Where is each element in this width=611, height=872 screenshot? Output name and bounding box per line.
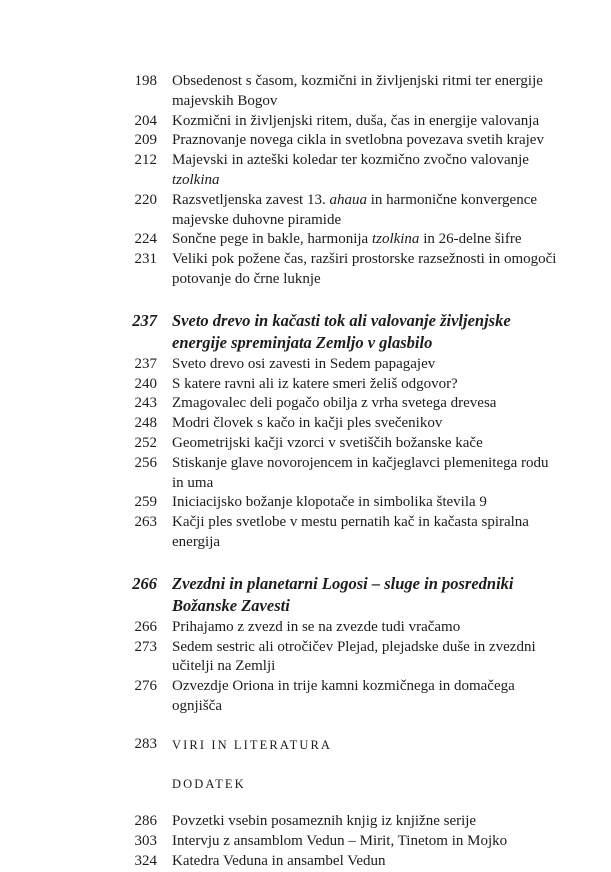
toc-page-number: 237 [134, 355, 157, 372]
toc-row [110, 72, 570, 112]
toc-entry-text: Zmagovalec deli pogačo obilja z vrha svetega drevesa [172, 395, 497, 412]
toc-page-number: 240 [134, 375, 157, 392]
toc-section-title: Zvezdni in planetarni Logosi – sluge in posredniki Božanske Zavesti [172, 573, 514, 616]
toc-entry-text: Povzetki vsebin posameznih knjig iz knjižne serije [172, 813, 477, 830]
toc-row [110, 414, 570, 434]
italic-term: tzolkina [371, 231, 420, 248]
toc-row [110, 250, 570, 290]
toc-entry-text: Obsedenost s časom, kozmični in življenjski ritmi ter energije majevskih Bogov [172, 73, 543, 109]
toc-entry-text: S katere ravni ali iz katere smeri želiš odgovor? [172, 375, 458, 392]
italic-term: ahaua [329, 191, 367, 208]
toc-entry-text: Razsvetljenska zavest 13. ahaua in harmonične konvergence majevske duhovne piramide [172, 191, 538, 228]
toc-entry-text: Sončne pege in bakle, harmonija tzolkina in 26-delne šifre [172, 231, 522, 248]
toc-row [110, 513, 570, 553]
toc-row [110, 112, 570, 132]
toc-row [110, 832, 570, 852]
toc-page-number: 204 [134, 112, 157, 129]
toc-entry-text: Intervju z ansamblom Vedun – Mirit, Tinetom in Mojko [172, 833, 508, 850]
toc-row [110, 375, 570, 395]
toc-page-number: 276 [134, 678, 157, 695]
toc-section-title: Sveto drevo in kačasti tok ali valovanje življenjske energije spreminjata Zemljo v glasbilo [172, 310, 511, 353]
toc-row [110, 493, 570, 513]
toc-page-number: 237 [132, 310, 157, 330]
toc-row [110, 230, 570, 250]
toc-page-number: 220 [134, 191, 157, 208]
toc-entry-text: Modri človek s kačo in kačji ples svečenikov [172, 415, 443, 432]
toc-entry-text: VIRI IN LITERATURA [172, 737, 333, 752]
toc-entry-text: Iniciacijsko božanje klopotače in simbolika števila 9 [172, 494, 487, 511]
toc-entry-text: Kačji ples svetlobe v mestu pernatih kač in kačasta spiralna energija [172, 514, 529, 550]
toc-entry-text: Praznovanje novega cikla in svetlobna povezava svetih krajev [172, 132, 544, 149]
toc-page-number: 243 [134, 395, 157, 412]
toc-section-row [110, 310, 570, 355]
toc-page-number: 209 [134, 132, 157, 149]
toc-page-number: 266 [134, 618, 157, 635]
toc-entry-text: Sveto drevo osi zavesti in Sedem papagajev [172, 355, 436, 372]
toc-page-number: 286 [134, 813, 157, 830]
toc-entry-text: Katedra Veduna in ansambel Vedun [172, 852, 386, 869]
toc-row [110, 774, 570, 795]
toc-row [110, 735, 570, 756]
toc-page-number: 256 [134, 454, 157, 471]
toc-row [110, 355, 570, 375]
toc-row [110, 638, 570, 678]
toc-section-row [110, 573, 570, 618]
toc-page-number: 252 [134, 434, 157, 451]
toc-page-number: 224 [134, 231, 157, 248]
toc-entry-text: Majevski in azteški koledar ter kozmično zvočno valovanje tzolkina [172, 152, 529, 188]
toc-entry-text: Kozmični in življenjski ritem, duša, čas in energije valovanja [172, 112, 540, 129]
toc-page-number: 324 [134, 852, 157, 869]
toc-page-number: 303 [134, 833, 157, 850]
toc-page-number: 266 [132, 573, 157, 593]
toc-page-number: 198 [134, 73, 157, 89]
toc-page-number: 273 [134, 638, 157, 655]
toc-entry-text: Sedem sestric ali otročičev Plejad, plejadske duše in zvezdni učitelji na Zemlji [172, 638, 536, 675]
toc-entry-text: Veliki pok požene čas, razširi prostorske razsežnosti in omogoči potovanje do črne luknje [172, 251, 557, 287]
toc-entry-text: Geometrijski kačji vzorci v svetiščih božanske kače [172, 434, 483, 451]
toc-row [110, 677, 570, 717]
toc-row [110, 151, 570, 191]
toc-entry-text: Prihajamo z zvezd in se na zvezde tudi vračamo [172, 618, 461, 635]
toc-page-number: 248 [134, 415, 157, 432]
toc-row [110, 812, 570, 832]
toc-row [110, 394, 570, 414]
toc-entry-text: DODATEK [172, 776, 246, 791]
table-of-contents [110, 72, 570, 872]
toc-page-number: 231 [134, 251, 157, 268]
toc-row [110, 191, 570, 231]
toc-page-number: 283 [134, 735, 157, 752]
toc-row [110, 852, 570, 872]
toc-entry-text: Ozvezdje Oriona in trije kamni kozmičnega in domačega ognjišča [172, 678, 515, 714]
toc-entry-text: Stiskanje glave novorojencem in kačjeglavci plemenitega rodu in uma [172, 454, 549, 491]
toc-row [110, 434, 570, 454]
toc-page-number: 263 [134, 514, 157, 531]
toc-page-number: 259 [134, 494, 157, 511]
italic-term: tzolkina [172, 171, 220, 188]
toc-page-number: 212 [134, 152, 157, 169]
toc-row [110, 454, 570, 494]
toc-row [110, 618, 570, 638]
toc-row [110, 131, 570, 151]
